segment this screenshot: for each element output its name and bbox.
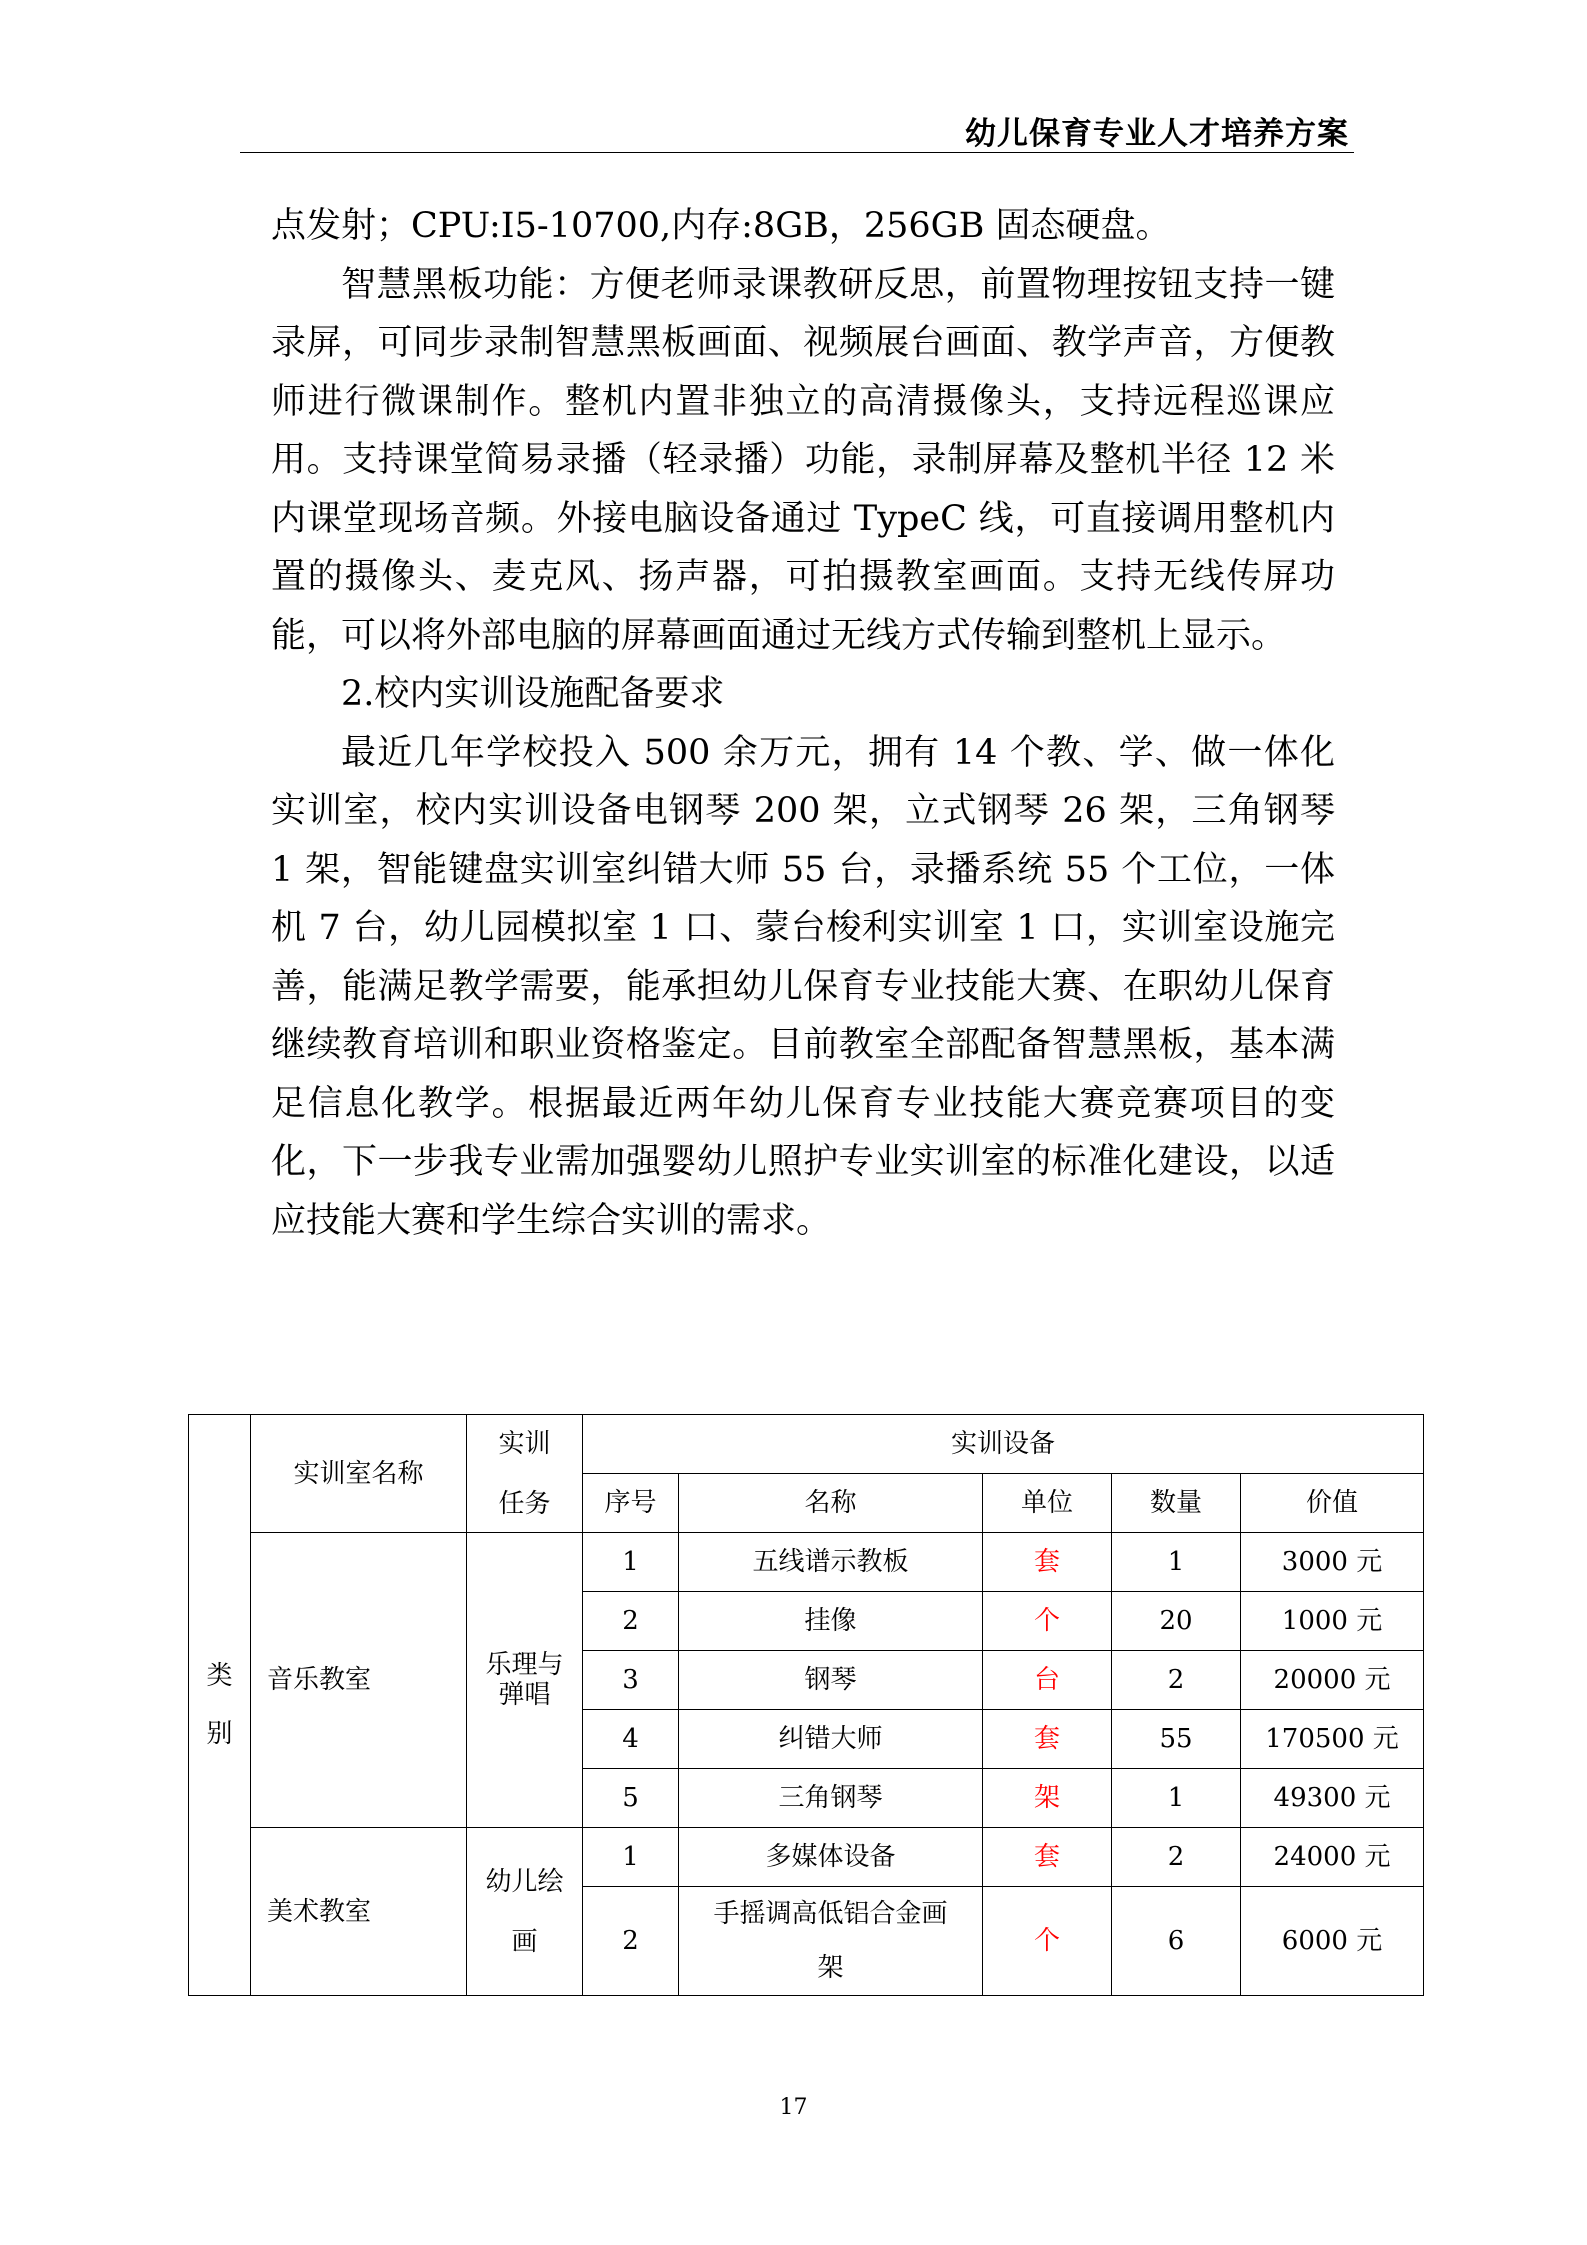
row-value: 3000 元 — [1241, 1533, 1424, 1592]
page-number: 17 — [779, 2095, 808, 2120]
row-no: 2 — [583, 1887, 679, 1996]
room-name-header: 实训室名称 — [251, 1415, 467, 1533]
col-header-name: 名称 — [679, 1474, 983, 1533]
row-name: 钢琴 — [679, 1651, 983, 1710]
col-header-value: 价值 — [1241, 1474, 1424, 1533]
task-music-line-2: 弹唱 — [498, 1680, 551, 1710]
paragraph-3: 最近几年学校投入 500 余万元，拥有 14 个教、学、做一体化实训室，校内实训设备电钢琴 200 架，立式钢琴 26 架，三角钢琴 1 架，智能键盘实训室纠错大师 55 台，录播系统 55 个工位，一体机 7 台，幼儿园模拟室 1 口、蒙台梭利实训室 1 口，实训室设施完善，能满足教学需要，能承担幼儿保育专业技能大赛、在职幼儿保育继续教育培训和职业资格鉴定。目前教室全部配备智慧黑板，基本满足信息化教学。根据最近两年幼儿保育专业技能大赛竞赛项目的变化，下一步我专业需加强婴幼儿照护专业实训室的标准化建设，以适应技能大赛和学生综合实训的需求。 — [271, 732, 1335, 1241]
row-no: 1 — [583, 1828, 679, 1887]
row-value: 6000 元 — [1241, 1887, 1424, 1996]
row-unit: 套 — [983, 1710, 1112, 1769]
row-unit: 架 — [983, 1769, 1112, 1828]
task-header-line-1: 实训 — [498, 1428, 551, 1459]
table-row — [189, 1533, 1424, 1592]
row-qty: 20 — [1112, 1592, 1241, 1651]
category-label-2: 别 — [206, 1719, 233, 1749]
row-name: 挂像 — [679, 1592, 983, 1651]
table-header-row-1 — [189, 1415, 1424, 1474]
row-no: 3 — [583, 1651, 679, 1710]
row-value: 170500 元 — [1241, 1710, 1424, 1769]
row-no: 2 — [583, 1592, 679, 1651]
row-qty: 1 — [1112, 1533, 1241, 1592]
row-name-line-2: 架 — [817, 1953, 844, 1983]
equipment-header: 实训设备 — [583, 1415, 1424, 1474]
task-music-line-1: 乐理与 — [485, 1650, 564, 1680]
row-unit: 套 — [983, 1828, 1112, 1887]
row-qty: 2 — [1112, 1828, 1241, 1887]
task-art-line-2: 画 — [511, 1926, 538, 1957]
row-value: 24000 元 — [1241, 1828, 1424, 1887]
paragraph-2: 智慧黑板功能：方便老师录课教研反思，前置物理按钮支持一键录屏，可同步录制智慧黑板画面、视频展台画面、教学声音，方便教师进行微课制作。整机内置非独立的高清摄像头，支持远程巡课应用。支持课堂简易录播（轻录播）功能，录制屏幕及整机半径 12 米内课堂现场音频。外接电脑设备通过 TypeC 线，可直接调用整机内置的摄像头、麦克风、扬声器，可拍摄教室画面。支持无线传屏功能，可以将外部电脑的屏幕画面通过无线方式传输到整机上显示。 — [271, 264, 1335, 656]
row-no: 5 — [583, 1769, 679, 1828]
row-no: 1 — [583, 1533, 679, 1592]
equipment-table — [188, 1414, 1424, 1996]
row-name-line-1: 手摇调高低铝合金画 — [713, 1899, 948, 1929]
row-unit: 台 — [983, 1651, 1112, 1710]
room-name-music: 音乐教室 — [251, 1533, 467, 1828]
row-name: 纠错大师 — [679, 1710, 983, 1769]
paragraph-1: 点发射；CPU:I5-10700,内存:8GB，256GB 固态硬盘。 — [271, 206, 1171, 246]
category-label-1: 类 — [206, 1661, 233, 1691]
row-unit: 个 — [983, 1592, 1112, 1651]
row-value: 20000 元 — [1241, 1651, 1424, 1710]
row-value: 49300 元 — [1241, 1769, 1424, 1828]
row-qty: 55 — [1112, 1710, 1241, 1769]
col-header-unit: 单位 — [983, 1474, 1112, 1533]
body-text — [271, 197, 1335, 1250]
row-name: 五线谱示教板 — [679, 1533, 983, 1592]
task-art — [467, 1828, 583, 1996]
page-header-title: 幼儿保育专业人才培养方案 — [965, 116, 1349, 152]
row-unit: 套 — [983, 1533, 1112, 1592]
task-music — [467, 1533, 583, 1828]
section-heading: 2.校内实训设施配备要求 — [341, 674, 725, 714]
header-divider — [240, 152, 1354, 153]
row-qty: 1 — [1112, 1769, 1241, 1828]
row-name — [679, 1887, 983, 1996]
task-header-line-2: 任务 — [498, 1488, 551, 1519]
col-header-qty: 数量 — [1112, 1474, 1241, 1533]
row-unit: 个 — [983, 1887, 1112, 1996]
task-art-line-1: 幼儿绘 — [485, 1866, 564, 1897]
category-cell — [189, 1415, 251, 1996]
row-qty: 2 — [1112, 1651, 1241, 1710]
row-no: 4 — [583, 1710, 679, 1769]
room-name-art: 美术教室 — [251, 1828, 467, 1996]
task-header — [467, 1415, 583, 1533]
row-name: 多媒体设备 — [679, 1828, 983, 1887]
row-value: 1000 元 — [1241, 1592, 1424, 1651]
row-qty: 6 — [1112, 1887, 1241, 1996]
col-header-no: 序号 — [583, 1474, 679, 1533]
table-row — [189, 1828, 1424, 1887]
row-name: 三角钢琴 — [679, 1769, 983, 1828]
